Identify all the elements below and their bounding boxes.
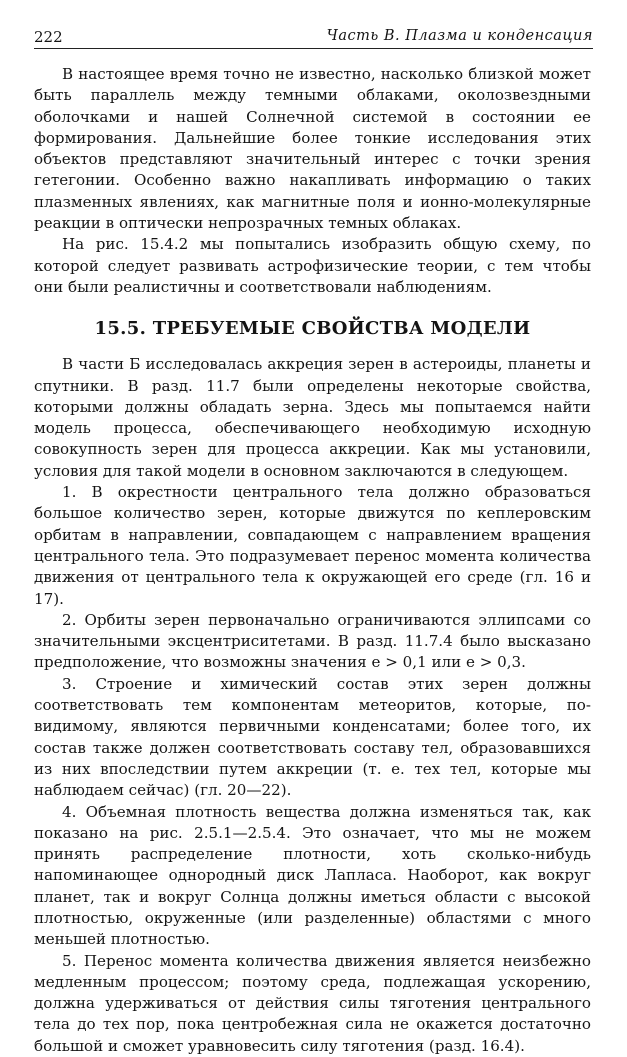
- running-title: Часть В. Плазма и конденсация: [326, 28, 593, 44]
- list-item: 4. Объемная плотность вещества должна изменяться так, как показано на рис. 2.5.1—2.5.4. Это означает, что мы не можем принять распределение плотности, хоть сколько-нибудь напоминающее однородный диск Лапласа. Наоборот, как вокруг планет, так и вокруг Солнца должны иметься области с высокой плотностью, окруженные (или разделенные) областями с много меньшей плотностью.: [34, 802, 591, 949]
- paragraph: В настоящее время точно не известно, насколько близкой может быть параллель между темными облаками, околозвездными оболочками и нашей Солнечной системой в состоянии ее формирования. Дальнейшие более тонкие исследования этих объектов представляют значительный интерес с точки зрения гетегонии. Особенно важно накапливать информацию о таких плазменных явлениях, как магнитные поля и ионно-молекулярные реакции в оптически непрозрачных темных облаках.: [34, 65, 591, 233]
- page-number: 222: [34, 28, 63, 46]
- paragraph: На рис. 15.4.2 мы попытались изобразить общую схему, по которой следует развивать астрофизические теории, с тем чтобы они были реалистичны и соответствовали наблюдениям.: [34, 235, 591, 296]
- list-item: 2. Орбиты зерен первоначально ограничиваются эллипсами со значительными эксцентриситетами. В разд. 11.7.4 было высказано предположение, что возможны значения e > 0,1 или e > 0,3.: [34, 610, 591, 672]
- section-heading: 15.5. ТРЕБУЕМЫЕ СВОЙСТВА МОДЕЛИ: [94, 318, 531, 340]
- main-text: [34, 64, 591, 1057]
- page-header: [34, 26, 593, 49]
- list-item: 5. Перенос момента количества движения является неизбежно медленным процессом; поэтому среда, подлежащая ускорению, должна удерживаться от действия силы тяготения центрального тела до тех пор, пока центробежная сила не окажется достаточно большой и сможет уравновесить силу тяготения (разд. 16.4).: [34, 951, 591, 1055]
- paragraph: В части Б исследовалась аккреция зерен в астероиды, планеты и спутники. В разд. 11.7 были определены некоторые свойства, которыми должны обладать зерна. Здесь мы попытаемся найти модель процесса, обеспечивающего необходимую исходную совокупность зерен для процесса аккреции. Как мы установили, условия для такой модели в основном заключаются в следующем.: [34, 355, 591, 480]
- list-item: 1. В окрестности центрального тела должно образоваться большое количество зерен, которые движутся по кеплеровским орбитам в направлении, совпадающем с направлением вращения центрального тела. Это подразумевает перенос момента количества движения от центрального тела к окружающей его среде (гл. 16 и 17).: [34, 483, 591, 608]
- list-item: 3. Строение и химический состав этих зерен должны соответствовать тем компонентам метеоритов, которые, по-видимому, являются первичными конденсатами; более того, их состав также должен соответствовать составу тел, образовавшихся из них впоследствии путем аккреции (т. е. тех тел, которые мы наблюдаем сейчас) (гл. 20—22).: [34, 674, 591, 800]
